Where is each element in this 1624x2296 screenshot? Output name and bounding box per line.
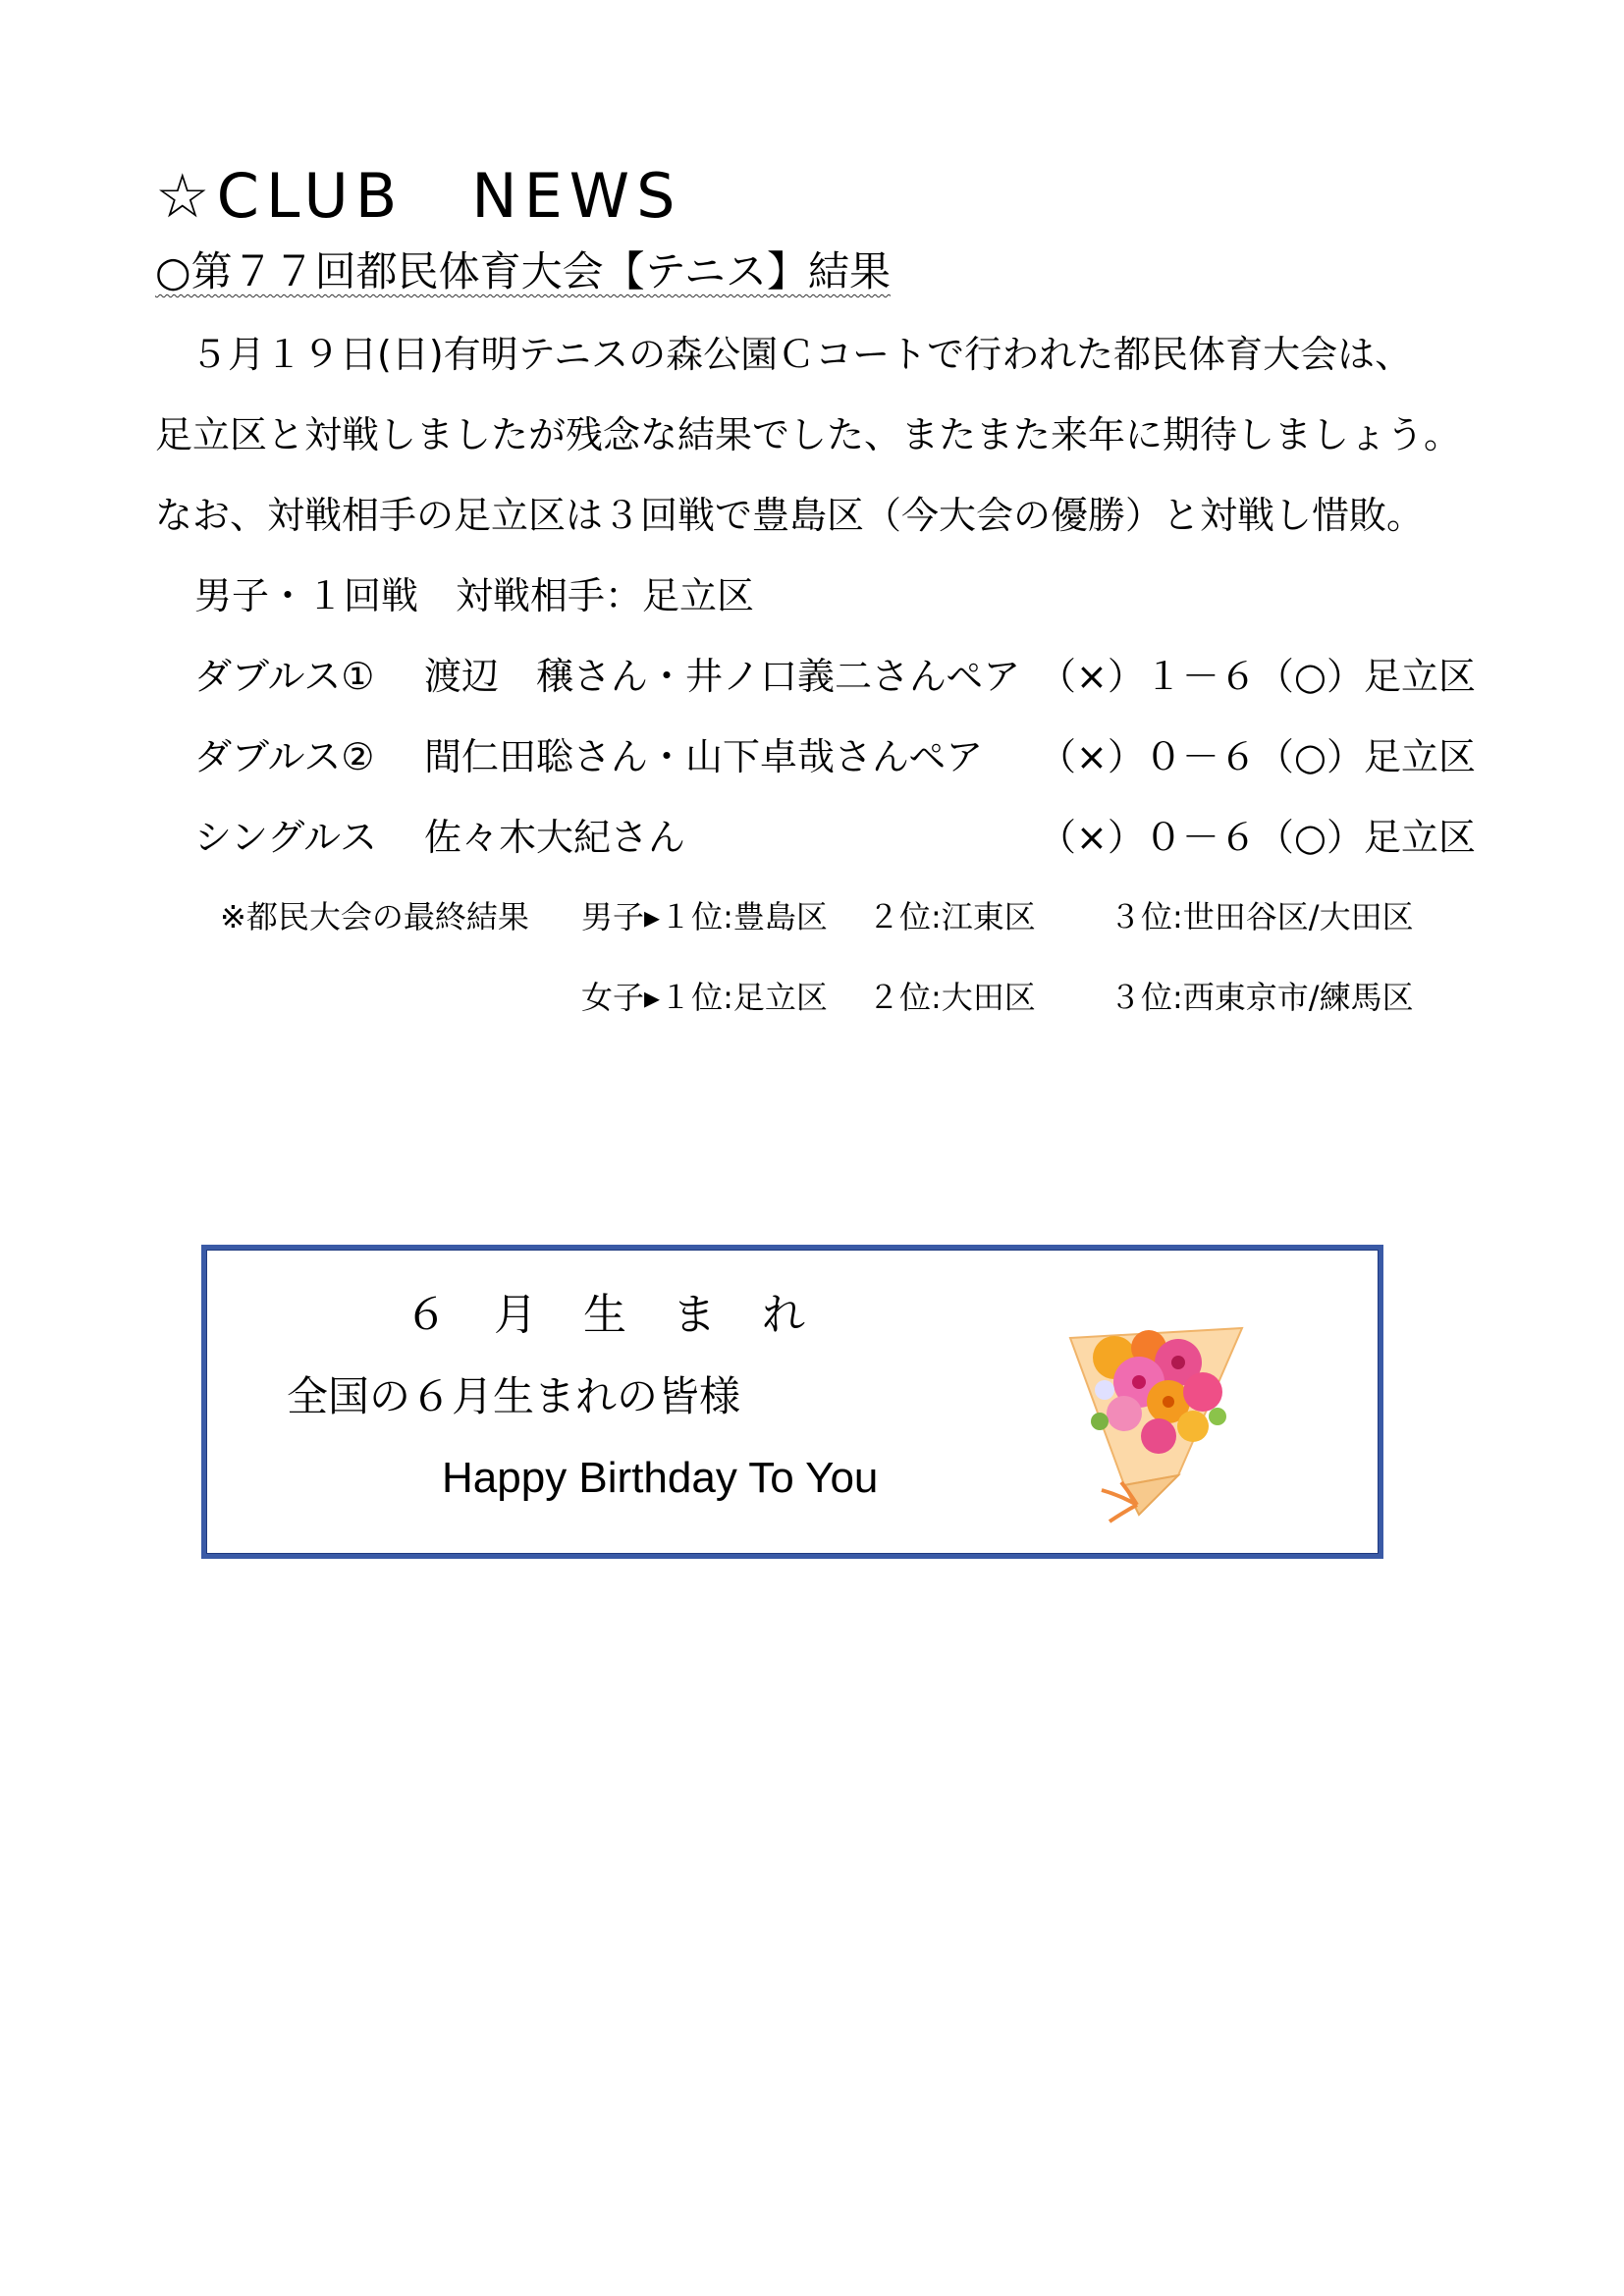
match-players: 渡辺 穣さん・井ノ口義二さんペア xyxy=(424,655,1021,698)
women-second: ２位:大田区 xyxy=(868,979,1036,1016)
match-header: 男子・１回戦 対戦相手：足立区 xyxy=(194,574,755,617)
men-third: ３位:世田谷区/大田区 xyxy=(1110,898,1414,935)
bouquet-icon xyxy=(1031,1304,1276,1529)
page-title: ☆CLUB NEWS xyxy=(155,160,682,232)
paragraph-line-3: なお、対戦相手の足立区は３回戦で豊島区（今大会の優勝）と対戦し惜敗。 xyxy=(155,494,1425,537)
paragraph-line-1: ５月１９日(日)有明テニスの森公園Ｃコートで行われた都民体育大会は、 xyxy=(190,333,1413,376)
birthday-greeting: 全国の６月生まれの皆様 xyxy=(287,1372,741,1420)
men-first: 男子▸１位:豊島区 xyxy=(581,898,828,935)
match-event: ダブルス② xyxy=(194,735,375,778)
match-players: 間仁田聡さん・山下卓哉さんペア xyxy=(424,735,984,778)
match-result: （×）１－６（○）足立区 xyxy=(1039,655,1476,698)
paragraph-line-2: 足立区と対戦しましたが残念な結果でした、またまた来年に期待しましょう。 xyxy=(155,413,1462,456)
match-players: 佐々木大紀さん xyxy=(424,816,686,859)
birthday-message: Happy Birthday To You xyxy=(442,1454,879,1502)
women-first: 女子▸１位:足立区 xyxy=(581,979,828,1016)
article-heading: ○第７７回都民体育大会【テニス】結果 xyxy=(155,247,891,295)
match-result: （×）０－６（○）足立区 xyxy=(1039,735,1476,778)
match-result: （×）０－６（○）足立区 xyxy=(1039,816,1476,859)
match-event: ダブルス① xyxy=(194,655,375,698)
final-results-label: ※都民大会の最終結果 xyxy=(220,898,529,935)
women-third: ３位:西東京市/練馬区 xyxy=(1110,979,1414,1016)
men-second: ２位:江東区 xyxy=(868,898,1036,935)
birthday-title: ６月生まれ xyxy=(405,1290,851,1340)
match-event: シングルス xyxy=(194,816,378,859)
